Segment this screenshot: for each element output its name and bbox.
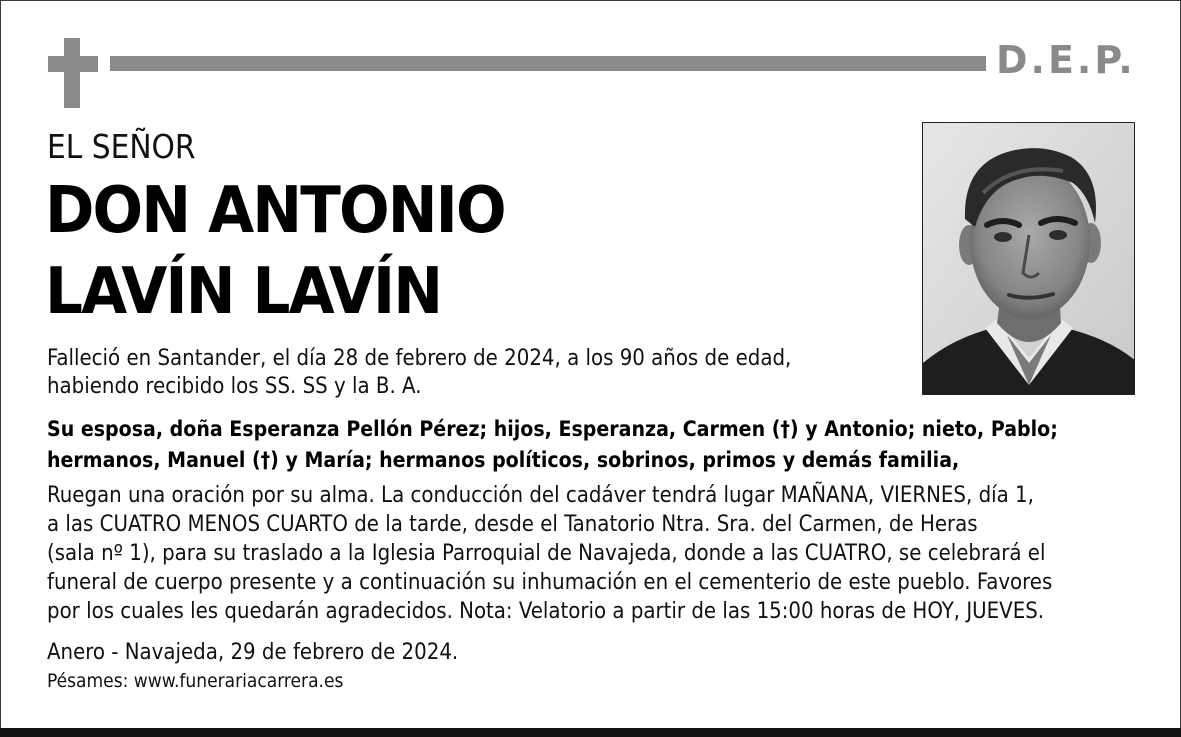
bottom-border bbox=[0, 728, 1181, 737]
dep-label: D.E.P. bbox=[996, 38, 1136, 82]
ceremony-line: a las CUATRO MENOS CUARTO de la tarde, desde el Tanatorio Ntra. Sra. del Carmen, de Heras bbox=[47, 512, 978, 537]
ceremony-line: por los cuales les quedarán agradecidos. Nota: Velatorio a partir de las 15:00 horas de HOY, JUEVES. bbox=[47, 599, 1045, 624]
deceased-prefix: EL SEÑOR bbox=[47, 127, 196, 166]
header-rule bbox=[110, 56, 986, 71]
place-date: Anero - Navajeda, 29 de febrero de 2024. bbox=[47, 640, 459, 665]
condolences-link[interactable]: Pésames: www.funerariacarrera.es bbox=[47, 670, 344, 692]
deceased-name-line1: DON ANTONIO bbox=[45, 174, 505, 248]
death-notice-line: Falleció en Santander, el día 28 de febrero de 2024, a los 90 años de edad, bbox=[47, 346, 792, 371]
ceremony-line: Ruegan una oración por su alma. La conducción del cadáver tendrá lugar MAÑANA, VIERNES, día 1, bbox=[47, 483, 1034, 508]
family-line: Su esposa, doña Esperanza Pellón Pérez; hijos, Esperanza, Carmen (†) y Antonio; nieto, Pablo; bbox=[47, 417, 1058, 441]
deceased-photo bbox=[922, 122, 1135, 395]
ceremony-line: funeral de cuerpo presente y a continuación su inhumación en el cementerio de este pueblo. Favores bbox=[47, 570, 1053, 595]
family-line: hermanos, Manuel (†) y María; hermanos políticos, sobrinos, primos y demás familia, bbox=[47, 448, 960, 472]
death-notice-line: habiendo recibido los SS. SS y la B. A. bbox=[47, 374, 422, 399]
deceased-name-line2: LAVÍN LAVÍN bbox=[45, 255, 442, 329]
ceremony-line: (sala nº 1), para su traslado a la Iglesia Parroquial de Navajeda, donde a las CUATRO, se celebrará el bbox=[47, 541, 1046, 566]
cross-icon bbox=[48, 38, 98, 108]
